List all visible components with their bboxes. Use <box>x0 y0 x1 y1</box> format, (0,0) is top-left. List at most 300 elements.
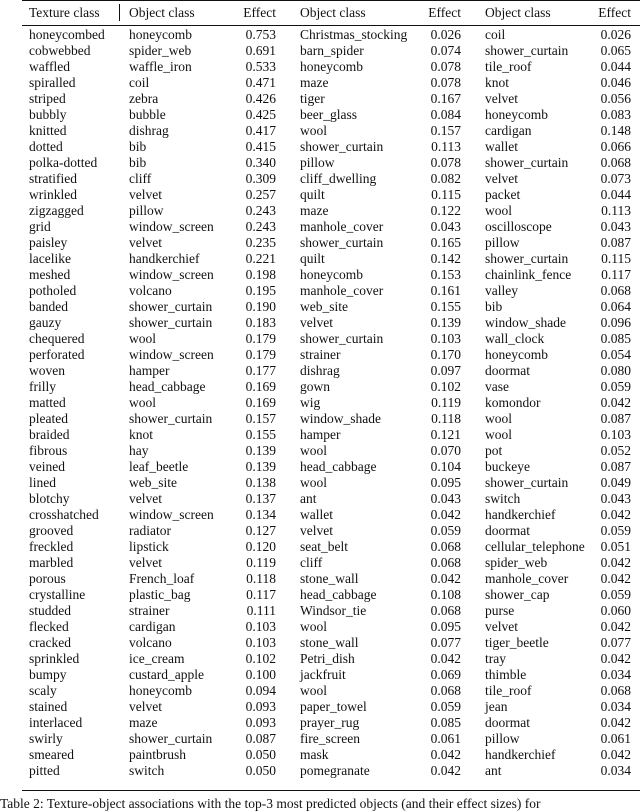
table-row <box>0 587 640 603</box>
object-class-2-cell: hamper <box>300 427 341 442</box>
effect-2-cell: 0.070 <box>430 443 461 458</box>
header-effect-3: Effect <box>598 4 631 20</box>
table-row <box>0 571 640 587</box>
object-class-3-cell: shower_cap <box>485 587 550 602</box>
object-class-2-cell: velvet <box>300 523 333 538</box>
object-class-2-cell: prayer_rug <box>300 715 360 730</box>
object-class-2-cell: wallet <box>300 507 333 522</box>
effect-2-cell: 0.085 <box>430 715 461 730</box>
effect-3-cell: 0.115 <box>601 251 631 266</box>
effect-3-cell: 0.059 <box>600 587 631 602</box>
texture-class-cell: knitted <box>29 123 67 138</box>
effect-3-cell: 0.051 <box>600 539 631 554</box>
effect-1-cell: 0.340 <box>245 155 276 170</box>
effect-3-cell: 0.042 <box>600 619 631 634</box>
effect-2-cell: 0.078 <box>430 155 461 170</box>
object-class-2-cell: velvet <box>300 315 333 330</box>
texture-class-cell: studded <box>29 603 71 618</box>
effect-3-cell: 0.043 <box>600 219 631 234</box>
effect-1-cell: 0.177 <box>245 363 276 378</box>
object-class-3-cell: honeycomb <box>485 107 548 122</box>
effect-2-cell: 0.102 <box>430 379 461 394</box>
effect-2-cell: 0.119 <box>431 395 461 410</box>
texture-class-cell: bumpy <box>29 667 67 682</box>
effect-3-cell: 0.068 <box>600 283 631 298</box>
object-class-1-cell: wool <box>129 331 156 346</box>
effect-1-cell: 0.111 <box>246 603 276 618</box>
object-class-1-cell: French_loaf <box>129 571 195 586</box>
table-row <box>0 299 640 315</box>
texture-class-cell: swirly <box>29 731 63 746</box>
object-class-3-cell: handkerchief <box>485 747 556 762</box>
object-class-2-cell: pomegranate <box>300 763 370 778</box>
object-class-2-cell: wig <box>300 395 321 410</box>
object-class-1-cell: paintbrush <box>129 747 186 762</box>
effect-3-cell: 0.042 <box>600 747 631 762</box>
table-row <box>0 443 640 459</box>
effect-1-cell: 0.417 <box>245 123 276 138</box>
object-class-2-cell: shower_curtain <box>300 331 384 346</box>
effect-3-cell: 0.054 <box>600 347 631 362</box>
effect-3-cell: 0.080 <box>600 363 631 378</box>
table-row <box>0 235 640 251</box>
effect-3-cell: 0.044 <box>600 187 631 202</box>
effect-1-cell: 0.139 <box>245 443 276 458</box>
effect-3-cell: 0.034 <box>600 667 631 682</box>
object-class-2-cell: beer_glass <box>300 107 357 122</box>
header-effect-1: Effect <box>243 4 276 20</box>
effect-2-cell: 0.078 <box>430 75 461 90</box>
table-row <box>0 171 640 187</box>
object-class-3-cell: cardigan <box>485 123 532 138</box>
effect-3-cell: 0.042 <box>600 395 631 410</box>
texture-class-cell: potholed <box>29 283 77 298</box>
object-class-1-cell: honeycomb <box>129 27 192 42</box>
texture-class-cell: crystalline <box>29 587 86 602</box>
effect-1-cell: 0.753 <box>245 27 276 42</box>
header-object-class-2: Object class <box>300 4 366 20</box>
table-row <box>0 459 640 475</box>
texture-class-cell: braided <box>29 427 70 442</box>
effect-1-cell: 0.103 <box>245 635 276 650</box>
effect-2-cell: 0.078 <box>430 59 461 74</box>
object-class-1-cell: window_screen <box>129 347 214 362</box>
texture-class-cell: marbled <box>29 555 74 570</box>
effect-3-cell: 0.085 <box>600 331 631 346</box>
texture-class-cell: crosshatched <box>29 507 99 522</box>
object-class-2-cell: shower_curtain <box>300 139 384 154</box>
table-row <box>0 251 640 267</box>
texture-class-cell: banded <box>29 299 68 314</box>
table-row <box>0 107 640 123</box>
object-class-1-cell: zebra <box>129 91 159 106</box>
object-class-1-cell: handkerchief <box>129 251 200 266</box>
effect-2-cell: 0.084 <box>430 107 461 122</box>
object-class-3-cell: doormat <box>485 363 530 378</box>
object-class-3-cell: doormat <box>485 715 530 730</box>
effect-1-cell: 0.103 <box>245 619 276 634</box>
texture-class-cell: flecked <box>29 619 69 634</box>
object-class-3-cell: chainlink_fence <box>485 267 572 282</box>
effect-3-cell: 0.034 <box>600 699 631 714</box>
object-class-1-cell: lipstick <box>129 539 169 554</box>
object-class-3-cell: tray <box>485 651 506 666</box>
object-class-1-cell: shower_curtain <box>129 315 213 330</box>
object-class-3-cell: wool <box>485 427 512 442</box>
object-class-3-cell: tile_roof <box>485 59 532 74</box>
effect-3-cell: 0.043 <box>600 491 631 506</box>
effect-1-cell: 0.195 <box>245 283 276 298</box>
effect-1-cell: 0.183 <box>245 315 276 330</box>
effect-2-cell: 0.161 <box>430 283 461 298</box>
texture-class-cell: paisley <box>29 235 68 250</box>
object-class-3-cell: thimble <box>485 667 527 682</box>
object-class-3-cell: velvet <box>485 619 518 634</box>
object-class-1-cell: hamper <box>129 363 170 378</box>
object-class-1-cell: velvet <box>129 555 162 570</box>
texture-class-cell: chequered <box>29 331 85 346</box>
effect-1-cell: 0.691 <box>245 43 276 58</box>
texture-class-cell: blotchy <box>29 491 70 506</box>
effect-3-cell: 0.066 <box>600 139 631 154</box>
texture-class-cell: cobwebbed <box>29 43 91 58</box>
effect-1-cell: 0.137 <box>245 491 276 506</box>
object-class-3-cell: wool <box>485 411 512 426</box>
texture-class-cell: grid <box>29 219 51 234</box>
texture-class-cell: zigzagged <box>29 203 84 218</box>
texture-class-cell: spiralled <box>29 75 76 90</box>
object-class-2-cell: pillow <box>300 155 335 170</box>
effect-2-cell: 0.026 <box>430 27 461 42</box>
effect-1-cell: 0.119 <box>246 555 276 570</box>
effect-3-cell: 0.103 <box>600 427 631 442</box>
object-class-2-cell: strainer <box>300 347 341 362</box>
effect-2-cell: 0.061 <box>430 731 461 746</box>
effect-3-cell: 0.087 <box>600 235 631 250</box>
texture-class-cell: perforated <box>29 347 85 362</box>
table-row <box>0 267 640 283</box>
effect-2-cell: 0.042 <box>430 651 461 666</box>
table-row <box>0 283 640 299</box>
effect-1-cell: 0.243 <box>245 219 276 234</box>
object-class-3-cell: buckeye <box>485 459 530 474</box>
header-object-class-3: Object class <box>485 4 551 20</box>
effect-2-cell: 0.097 <box>430 363 461 378</box>
effect-1-cell: 0.169 <box>245 379 276 394</box>
effect-2-cell: 0.157 <box>430 123 461 138</box>
object-class-2-cell: seat_belt <box>300 539 348 554</box>
effect-1-cell: 0.257 <box>245 187 276 202</box>
effect-2-cell: 0.043 <box>430 219 461 234</box>
table-row <box>0 731 640 747</box>
object-class-3-cell: shower_curtain <box>485 43 569 58</box>
effect-2-cell: 0.069 <box>430 667 461 682</box>
effect-2-cell: 0.095 <box>430 475 461 490</box>
object-class-1-cell: plastic_bag <box>129 587 191 602</box>
texture-class-cell: lined <box>29 475 56 490</box>
effect-1-cell: 0.190 <box>245 299 276 314</box>
object-class-3-cell: window_shade <box>485 315 566 330</box>
effect-1-cell: 0.198 <box>245 267 276 282</box>
effect-2-cell: 0.059 <box>430 523 461 538</box>
object-class-2-cell: jackfruit <box>300 667 346 682</box>
effect-3-cell: 0.073 <box>600 171 631 186</box>
effect-3-cell: 0.059 <box>600 379 631 394</box>
object-class-1-cell: bib <box>129 155 147 170</box>
effect-2-cell: 0.153 <box>430 267 461 282</box>
object-class-3-cell: wool <box>485 203 512 218</box>
table-caption: Table 2: Texture-object associations with the top-3 most predicted objects (and their effect sizes) for <box>0 796 541 811</box>
effect-3-cell: 0.083 <box>600 107 631 122</box>
effect-2-cell: 0.095 <box>430 619 461 634</box>
object-class-1-cell: ice_cream <box>129 651 185 666</box>
table-row <box>0 539 640 555</box>
effect-1-cell: 0.117 <box>246 587 276 602</box>
header-object-class-1: Object class <box>129 4 195 20</box>
object-class-2-cell: fire_screen <box>300 731 360 746</box>
table-bottom-rule <box>22 790 640 791</box>
table-row <box>0 25 640 43</box>
object-class-2-cell: head_cabbage <box>300 587 377 602</box>
object-class-1-cell: head_cabbage <box>129 379 206 394</box>
object-class-3-cell: spider_web <box>485 555 548 570</box>
effect-3-cell: 0.042 <box>600 507 631 522</box>
object-class-1-cell: volcano <box>129 283 172 298</box>
object-class-3-cell: coil <box>485 27 506 42</box>
table-row <box>0 331 640 347</box>
effect-3-cell: 0.068 <box>600 155 631 170</box>
texture-class-cell: woven <box>29 363 65 378</box>
table-row <box>0 507 640 523</box>
object-class-1-cell: coil <box>129 75 150 90</box>
effect-3-cell: 0.059 <box>600 523 631 538</box>
effect-3-cell: 0.042 <box>600 571 631 586</box>
effect-3-cell: 0.087 <box>600 411 631 426</box>
texture-class-cell: bubbly <box>29 107 67 122</box>
table-row <box>0 555 640 571</box>
table-row <box>0 155 640 171</box>
object-class-3-cell: knot <box>485 75 510 90</box>
effect-1-cell: 0.138 <box>245 475 276 490</box>
object-class-2-cell: gown <box>300 379 330 394</box>
object-class-1-cell: knot <box>129 427 154 442</box>
effect-2-cell: 0.042 <box>430 747 461 762</box>
table-row <box>0 379 640 395</box>
texture-class-cell: gauzy <box>29 315 62 330</box>
effect-1-cell: 0.134 <box>245 507 276 522</box>
object-class-3-cell: purse <box>485 603 515 618</box>
object-class-1-cell: dishrag <box>129 123 169 138</box>
object-class-1-cell: spider_web <box>129 43 192 58</box>
table-row <box>0 619 640 635</box>
effect-2-cell: 0.170 <box>430 347 461 362</box>
object-class-3-cell: wall_clock <box>485 331 545 346</box>
texture-class-cell: meshed <box>29 267 71 282</box>
object-class-3-cell: cellular_telephone <box>485 539 585 554</box>
effect-1-cell: 0.471 <box>245 75 276 90</box>
object-class-3-cell: tile_roof <box>485 683 532 698</box>
object-class-1-cell: velvet <box>129 235 162 250</box>
effect-3-cell: 0.096 <box>600 315 631 330</box>
table-row <box>0 715 640 731</box>
object-class-2-cell: head_cabbage <box>300 459 377 474</box>
effect-1-cell: 0.094 <box>245 683 276 698</box>
object-class-3-cell: packet <box>485 187 521 202</box>
effect-1-cell: 0.118 <box>246 571 276 586</box>
effect-3-cell: 0.117 <box>601 267 631 282</box>
texture-class-cell: sprinkled <box>29 651 80 666</box>
object-class-1-cell: shower_curtain <box>129 411 213 426</box>
object-class-2-cell: barn_spider <box>300 43 364 58</box>
object-class-1-cell: pillow <box>129 203 164 218</box>
table-row <box>0 347 640 363</box>
effect-3-cell: 0.064 <box>600 299 631 314</box>
object-class-3-cell: pillow <box>485 731 520 746</box>
object-class-2-cell: quilt <box>300 251 325 266</box>
table-row <box>0 363 640 379</box>
table-row <box>0 315 640 331</box>
object-class-2-cell: stone_wall <box>300 635 359 650</box>
texture-class-cell: pleated <box>29 411 68 426</box>
table-body <box>0 25 640 779</box>
object-class-2-cell: wool <box>300 683 327 698</box>
object-class-2-cell: honeycomb <box>300 267 363 282</box>
object-class-3-cell: ant <box>485 763 502 778</box>
object-class-1-cell: cliff <box>129 171 152 186</box>
table-row <box>0 203 640 219</box>
object-class-2-cell: ant <box>300 491 317 506</box>
object-class-2-cell: Christmas_stocking <box>300 27 408 42</box>
effect-3-cell: 0.068 <box>600 683 631 698</box>
header-effect-2: Effect <box>428 4 461 20</box>
object-class-2-cell: quilt <box>300 187 325 202</box>
effect-2-cell: 0.042 <box>430 571 461 586</box>
object-class-1-cell: custard_apple <box>129 667 204 682</box>
texture-class-cell: honeycombed <box>29 27 105 42</box>
object-class-1-cell: velvet <box>129 491 162 506</box>
texture-class-cell: dotted <box>29 139 63 154</box>
object-class-1-cell: radiator <box>129 523 171 538</box>
effect-3-cell: 0.113 <box>601 203 631 218</box>
effect-1-cell: 0.120 <box>245 539 276 554</box>
effect-2-cell: 0.059 <box>430 699 461 714</box>
effect-2-cell: 0.077 <box>430 635 461 650</box>
texture-class-cell: striped <box>29 91 66 106</box>
effect-1-cell: 0.179 <box>245 347 276 362</box>
effect-2-cell: 0.115 <box>431 187 461 202</box>
object-class-2-cell: Windsor_tie <box>300 603 367 618</box>
effect-2-cell: 0.042 <box>430 763 461 778</box>
object-class-3-cell: velvet <box>485 171 518 186</box>
effect-3-cell: 0.061 <box>600 731 631 746</box>
object-class-3-cell: shower_curtain <box>485 475 569 490</box>
table-row <box>0 651 640 667</box>
object-class-2-cell: wool <box>300 123 327 138</box>
table-row <box>0 667 640 683</box>
object-class-1-cell: switch <box>129 763 165 778</box>
object-class-3-cell: honeycomb <box>485 347 548 362</box>
object-class-2-cell: mask <box>300 747 329 762</box>
object-class-3-cell: pillow <box>485 235 520 250</box>
texture-class-cell: lacelike <box>29 251 71 266</box>
object-class-3-cell: oscilloscope <box>485 219 552 234</box>
effect-3-cell: 0.065 <box>600 43 631 58</box>
object-class-1-cell: volcano <box>129 635 172 650</box>
effect-2-cell: 0.074 <box>430 43 461 58</box>
effect-2-cell: 0.043 <box>430 491 461 506</box>
table-row <box>0 699 640 715</box>
object-class-3-cell: shower_curtain <box>485 251 569 266</box>
effect-3-cell: 0.056 <box>600 91 631 106</box>
texture-class-cell: frilly <box>29 379 56 394</box>
object-class-1-cell: velvet <box>129 699 162 714</box>
object-class-1-cell: shower_curtain <box>129 299 213 314</box>
effect-3-cell: 0.060 <box>600 603 631 618</box>
table-row <box>0 603 640 619</box>
object-class-1-cell: web_site <box>129 475 177 490</box>
effect-1-cell: 0.425 <box>245 107 276 122</box>
texture-class-cell: pitted <box>29 763 60 778</box>
object-class-3-cell: shower_curtain <box>485 155 569 170</box>
object-class-3-cell: velvet <box>485 91 518 106</box>
effect-1-cell: 0.102 <box>245 651 276 666</box>
effect-3-cell: 0.044 <box>600 59 631 74</box>
texture-class-cell: freckled <box>29 539 74 554</box>
table-row <box>0 683 640 699</box>
effect-2-cell: 0.122 <box>430 203 461 218</box>
effect-2-cell: 0.108 <box>430 587 461 602</box>
object-class-2-cell: wool <box>300 475 327 490</box>
effect-2-cell: 0.139 <box>430 315 461 330</box>
object-class-1-cell: cardigan <box>129 619 176 634</box>
effect-2-cell: 0.082 <box>430 171 461 186</box>
object-class-3-cell: wallet <box>485 139 518 154</box>
effect-2-cell: 0.121 <box>430 427 461 442</box>
object-class-3-cell: pot <box>485 443 503 458</box>
effect-3-cell: 0.034 <box>600 763 631 778</box>
object-class-2-cell: dishrag <box>300 363 340 378</box>
object-class-3-cell: komondor <box>485 395 541 410</box>
table-row <box>0 219 640 235</box>
table-row <box>0 427 640 443</box>
table-header-row <box>0 0 640 25</box>
object-class-3-cell: bib <box>485 299 503 314</box>
effect-1-cell: 0.309 <box>245 171 276 186</box>
header-texture-class: Texture class <box>29 4 100 20</box>
effect-1-cell: 0.221 <box>245 251 276 266</box>
table-row <box>0 411 640 427</box>
effect-1-cell: 0.139 <box>245 459 276 474</box>
effect-3-cell: 0.049 <box>600 475 631 490</box>
table-row <box>0 91 640 107</box>
object-class-1-cell: strainer <box>129 603 170 618</box>
effect-2-cell: 0.068 <box>430 683 461 698</box>
effect-3-cell: 0.052 <box>600 443 631 458</box>
object-class-2-cell: manhole_cover <box>300 219 384 234</box>
effect-1-cell: 0.169 <box>245 395 276 410</box>
object-class-2-cell: manhole_cover <box>300 283 384 298</box>
table-row <box>0 747 640 763</box>
texture-class-cell: veined <box>29 459 65 474</box>
effect-1-cell: 0.087 <box>245 731 276 746</box>
object-class-1-cell: window_screen <box>129 219 214 234</box>
effect-1-cell: 0.050 <box>245 763 276 778</box>
effect-2-cell: 0.042 <box>430 507 461 522</box>
object-class-3-cell: switch <box>485 491 521 506</box>
effect-1-cell: 0.179 <box>245 331 276 346</box>
object-class-3-cell: valley <box>485 283 518 298</box>
effect-1-cell: 0.093 <box>245 715 276 730</box>
